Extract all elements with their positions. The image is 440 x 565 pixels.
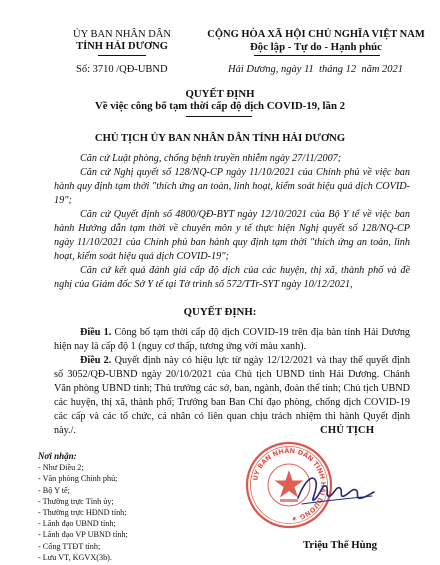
legal-basis-3: Căn cứ Quyết định số 4800/QĐ-BYT ngày 12/10/2021 của Bộ Y tế về việc ban hành Hướng dẫn tạm thời về chuyên môn y tế thực hiện Nghị quyết số 128/NQ-CP ngày 11/10/2021 của Chính phủ ban hành quy định tạm thời "thích ứng an toàn, linh hoạt, kiểm soát hiệu quả dịch COVID-19"; <box>54 209 410 262</box>
issuing-authority <box>38 29 206 53</box>
nation-name: CỘNG HÒA XÃ HỘI CHỦ NGHĨA VIỆT NAM <box>207 29 425 40</box>
org-line-2: TỈNH HẢI DƯƠNG <box>76 41 168 52</box>
recipient-item: - Như Điều 2; <box>38 463 84 473</box>
org-line-1: ỦY BAN NHÂN DÂN <box>73 29 171 40</box>
title-rule <box>186 116 252 117</box>
recipient-item: - Lưu VT, KGVX(3b). <box>38 552 112 562</box>
recipient-item: - Thường trực Tỉnh ủy; <box>38 496 114 506</box>
national-header <box>200 29 432 53</box>
recipient-item: - Cổng TTĐT tỉnh; <box>38 541 101 551</box>
decision-heading: QUYẾT ĐỊNH: <box>183 306 257 318</box>
legal-basis-4: Căn cứ kết quả đánh giá cấp độ dịch của các huyện, thị xã, thành phố và đề nghị của Giám đốc Sở Y tế tại Tờ trình số 572/TTr-SYT ngày 10/12/2021, <box>54 265 410 290</box>
recipients-heading: Nơi nhận: <box>38 451 77 461</box>
svg-text:ỦY BAN NHÂN DÂN TỈNH HẢI DƯƠNG: ỦY BAN NHÂN DÂN TỈNH HẢI DƯƠNG ★ <box>251 446 328 523</box>
article-2: Điều 2. Quyết định này có hiệu lực từ ngày 12/12/2021 và thay thế quyết định số 3052/QĐ-UBND ngày 20/10/2021 của Chủ tịch UBND tỉnh Hải Dương. Chánh Văn phòng UBND tỉnh; Thủ trưởng các sở, ban, ngành, đoàn thể tỉnh; Chủ tịch UBND các huyện, thị xã, thành phố; Trưởng ban Ban Chỉ đạo phòng, chống dịch COVID-19 các cấp và các tổ chức, cá nhân có liên quan chịu trách nhiệm thi hành Quyết định này./. <box>54 355 410 436</box>
national-motto: Độc lập - Tự do - Hạnh phúc <box>250 41 382 53</box>
recipient-item: - Bộ Y tế; <box>38 485 70 495</box>
recipient-item: - Lãnh đạo UBND tỉnh; <box>38 519 116 529</box>
document-number: Số: 3710 /QĐ-UBND <box>76 64 168 75</box>
signer-title: CHỦ TỊCH <box>320 424 375 436</box>
document-type: QUYẾT ĐỊNH <box>185 88 255 100</box>
header-right-rule <box>254 55 380 56</box>
legal-basis-1: Căn cứ Luật phòng, chống bệnh truyền nhiễm ngày 27/11/2007; <box>80 153 342 164</box>
document-subject: Về việc công bố tạm thời cấp độ dịch COVID-19, lần 2 <box>94 100 346 112</box>
recipient-item: - Lãnh đạo VP UBND tỉnh; <box>38 530 128 540</box>
recipient-item: - Văn phòng Chính phủ; <box>38 474 118 484</box>
place-and-date: Hải Dương, ngày 11 tháng 12 năm 2021 <box>228 64 404 75</box>
article-1: Điều 1. Công bố tạm thời cấp độ dịch COVID-19 trên địa bàn tỉnh Hải Dương hiện nay là cấp độ 1 (nguy cơ thấp, tương ứng với màu xanh). <box>54 327 411 352</box>
issuing-official: CHỦ TỊCH ỦY BAN NHÂN DÂN TỈNH HẢI DƯƠNG <box>94 133 346 144</box>
recipient-item: - Thường trực HĐND tỉnh; <box>38 508 127 518</box>
handwritten-signature <box>292 468 378 514</box>
header-left-rule <box>98 55 146 56</box>
signer-name: Triệu Thế Hùng <box>303 539 377 551</box>
legal-basis-2: Căn cứ Nghị quyết số 128/NQ-CP ngày 11/10/2021 của Chính phủ về việc ban hành quy định tạm thời "thích ứng an toàn, linh hoạt, kiểm soát hiệu quả dịch COVID-19"; <box>54 167 410 206</box>
recipients-list <box>38 451 198 563</box>
